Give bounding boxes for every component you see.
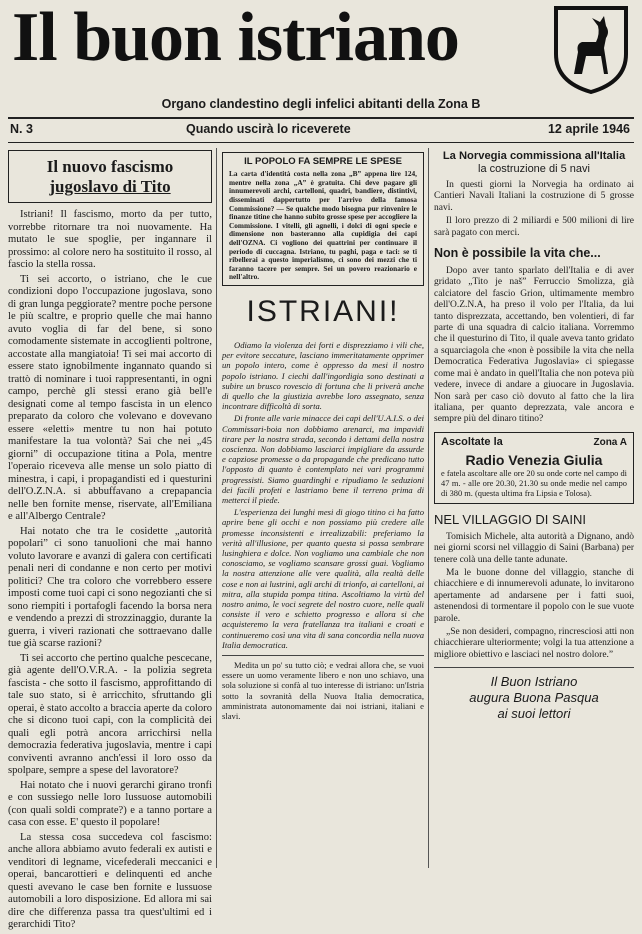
paragraph: Dopo aver tanto sparlato dell'Italia e di aver gridato „Tito je naš” Ferruccio Smolizza, già calciatore del fascio Grion, ultimamente membro dell'O.Z.N.A, ha preso il volo per l'Italia, da lui tanto disprezzata, accettando, ben volentieri, di far parte di una squadra di calcio italiana. Vorremmo che il questurino di Tito, il quale aveva tanto gridato a squarciagola che «non è possibile la vita che nella Democratica Federativa Jugoslavia» ci spiegasse come mai è andato in quell'Italia che non poteva più vedere, invece di andare a giuocare in Jugoslavia. Non sarà per caso ciò dovuto al fatto che la lira italiana, per quanto deprezzata, vale ancora e sempre più del dinaro titino? (434, 266, 634, 425)
subtitle: Organo clandestino degli infelici abitanti della Zona B (161, 97, 481, 111)
radio-box (434, 432, 634, 504)
norvegia-headline: La Norvegia commissiona all'Italia (442, 150, 626, 162)
release-note: Quando uscirà lo riceverete (186, 122, 351, 136)
dateline (8, 120, 634, 140)
divider (222, 655, 424, 656)
box-popolo-spese (222, 152, 424, 286)
headline-line-1: Il nuovo fascismo (46, 157, 174, 176)
paragraph: Ti sei accorto che pertino qualche pescecane, già agente dell'O.V.R.A. - la polizia segreta fascista - che sotto il fascismo, approfittando di tale suo stato, si è arricchito, sfruttando gli operai, è stato accolto a braccia aperte da coloro che si dicono tuoi capi, con la complicità dei quali egli potrà ancora arricchirsi nella democrazia federativa jugoslavia, mentre i capi conviventi avranno anch'essi il loro osso da spolpare, sempre a spese del lavoratore? (8, 652, 212, 776)
radio-label: Ascoltate la (441, 435, 503, 448)
column-istriani (222, 152, 424, 723)
norvegia-subheadline: la costruzione di 5 navi (478, 163, 590, 175)
paragraph: Di fronte alle varie minacce dei capi dell'U.A.I.S. o dei Commissari-boia non dobbiamo arenarci, ma impavidi tirare per la nostra strada, secondo i dettami della nostra coscienza. Non dobbiamo lasciarci impigliare da assurde e capziose promesse o da propagande che predicano tutto l'opposto di quanto è contemplato nei vari programmi progressisti. Siamo guardinghi e ripudiamo le seduzioni dei facili profeti e lastriamo bene il terreno prima di metterci il piede. (222, 413, 424, 505)
radio-zone: Zona A (593, 436, 627, 448)
box-text: La carta d'identità costa nella zona „B” appena lire 124, mentre nella zona „A” è gratuita. Chi deve pagare gli innumerevoli archi, cartelloni, quadri, bandiere, distintivi, disseminati dappertutto per l'arrivo della famosa Commissione? — Se qualche modo bisogna pur rinvenire le finanze titine che hanno subito grosse spese per accogliere la Commissione. I vitelli, gli agnelli, i dolci di ogni specie e dimensione non basteranno alla cupidigia dei capi dell'OZNA. Ci vogliono dei quattrini per continuare il periodo di cuccagna. Istriano, tu paghi, paga e taci: se ti ribellerai a questo imperialismo, ci sono dei mezzi che ti faranno tacere per sempre. Sei un povero reazionario e nell'altro. (229, 169, 417, 282)
divider (434, 667, 634, 668)
paragraph: Il loro prezzo di 2 miliardi e 500 milioni di lire sarà pagato con merci. (434, 216, 634, 238)
issue-date: 12 aprile 1946 (547, 122, 630, 136)
column-divider (428, 148, 429, 868)
saini-headline: NEL VILLAGGIO DI SAINI (434, 511, 586, 527)
paragraph: Ma le buone donne del villaggio, stanche di chiacchiere e di innumerevoli adunate, lo invitarono apertamente ad andarsene per i fatti suoi, astenendosi di tormentare il popolo con le sue vuote parole. (434, 567, 634, 624)
easter-line-2: augura Buona Pasqua (469, 690, 599, 706)
newspaper-title: Il buon istriano (12, 0, 459, 76)
box-title: IL POPOLO FA SEMPRE LE SPESE (244, 156, 402, 167)
paragraph: Tomisich Michele, alta autorità a Dignano, andò nei giorni scorsi nel villaggio di Saini (Barbana) per tenere colà una delle tante adunate. (434, 531, 634, 565)
column-news (434, 150, 634, 722)
headline-box (8, 150, 212, 203)
column-fascismo (8, 150, 212, 934)
paragraph: Odiamo la violenza dei forti e disprezziamo i vili che, per evitore seccature, lasciano immeritatamente opprimer un popolo intero, come è oppresso da mesi il nostro popolo istriano. I ciechi dall'ingordigia sono destinati a subire un brusco rovescio di fortuna che li priverà anche di quello che la giustizia avrebbe loro assegnato, senza incontrare difficoltà di sorta. (222, 339, 424, 412)
paragraph: Ti sei accorto, o istriano, che le cue condizioni dopo l'occupazione jugoslava, sono di gran lunga peggiorate? mentre poche persone le più scaltre, e proprio quelle che mai hanno avuto voglia di far del bene, si sono comodamente sistemate in accoglienti poltrone, accostate alla mangiatoia! Ti sei mai accorto di essere stato ignobilmente ingannato quando si trattò di nominare i tuoi rappresentanti, in ogni campo, perchè gli stessi erano già bell'e designati come al tempo fascista in un elenco preparato da coloro che volevano e dovevano essere «eletti» mentre tu non hai potuto manifestare la tua volontà? Sai che nei „45 giorni” di occupazione titina a Pola, mentre l'operaio riceveva alle mense un solo piatto di minestra, i capi, i propagandisti ed i questurini dell'O.Z.N.A. si abbuffavano a crepapancia nelle ben fornite mense, riservate, all'Emiliana e all'Albergo Centrale? (8, 273, 212, 522)
easter-greeting (434, 674, 634, 722)
masthead (8, 2, 634, 114)
paragraph: Medita un po' su tutto ciò; e vedrai allora che, se vuoi essere un uomo veramente libero e non uno schiavo, una sola soluzione si confà al tuo interesse di istriano: un'Istria sotto la sovranità della Nuova Italia democratica, amministrata autonomamente dai noi istriani, italiani e slavi. (222, 660, 424, 722)
easter-line-1: Il Buon Istriano (490, 674, 578, 690)
issue-number: N. 3 (10, 122, 33, 136)
headline-istriani: ISTRIANI! (246, 294, 400, 328)
paragraph: Hai notato che i nuovi gerarchi girano tronfi e con sussiego nelle loro lussuose automobili (con quali soldi comprate?) e a tanno portare a casa con esse. E' questo il popolare! (8, 779, 212, 828)
paragraph: La stessa cosa succedeva col fascismo: anche allora abbiamo avuto federali ex autisti e venditori di legname, vicefederali meccanici e operai, bancarottieri e delinquenti ed anche questi avevano le case ben fornite e lussuose automobili a loro disposizione. Ed allora mi sai dire che differenza passa tra quest'ultimi ed i gerarchidi Tito? (8, 831, 212, 930)
paragraph: Hai notato che tra le cosidette „autorità popolari” ci sono tanuolioni che mai hanno voluto lavorare e avanzi di galera con certificati penali neri di condanne e non certo per motivi politici? Che tra coloro che vorrebbero essere imposti come tuoi capi ci sono negozianti che si sono riempiti i portafogli facendo la borsa nera e vendendo a prezzi di strozzinaggio, durante la guerra, i viveri razionati che sottraevano dalle tue già scarse razioni? (8, 525, 212, 649)
masthead-rule (8, 117, 634, 119)
headline-line-2: jugoslavo di Tito (49, 177, 171, 196)
paragraph: Istriani! Il fascismo, morto da per tutto, vorrebbe ritornare tra noi nuovamente. Ha mutato le sue spoglie, per ingannare il prossimo: al colore nero ha sostituito il rosso, al fascio la stella rossa. (8, 209, 212, 270)
paragraph: L'esperienza dei lunghi mesi di giogo titino ci ha fatto aprire bene gli occhi e non possiamo più credere alle promesse inconsistenti e irrealizzabili: preferiamo la verità all'illusione, per quanto questa si possa sembrare lusinghiera e dolce. Non vogliamo una cambiale che non conosciamo, se vogliamo scansare grossi guai. Vogliamo la nostra attenzione alle vere qualità, alla realtà delle cose e non ai lustrini, agli archi di trionfo, ai cartelloni, ai mitra, alla stupida pompa titina. Ascoltiamo la virtù del nostro animo, le voci segrete del nostro cuore, nelle quali consiste il vero e schietto progresso e allora si che acquisteremo la vera fratellanza tra italiani e croati e continueremo così una vita di sana concordia nella nuova Italia democratica. (222, 507, 424, 650)
paragraph: „Se non desideri, compagno, rincresciosi atti non chiacchierare ulteriormente; volgi la tua attenzione a migliore obiettivo e lasciaci nel nostro dolore.” (434, 626, 634, 660)
paragraph: In questi giorni la Norvegia ha ordinato ai Cantieri Navali Italiani la costruzione di 5 grosse navi. (434, 180, 634, 213)
radio-text: e fatela ascoltare alle ore 20 su onde corte nel campo di 47 m. - alle ore 20.30, 21.30 su onde medie nel campo di 380 m. (questa ultima fra Lipsia e Tolosa). (441, 468, 627, 498)
vita-headline: Non è possibile la vita che... (434, 246, 601, 261)
radio-name: Radio Venezia Giulia (465, 451, 603, 468)
istriani-body (222, 340, 424, 650)
radio-box-header (441, 437, 627, 451)
easter-line-3: ai suoi lettori (497, 706, 571, 722)
goat-shield-emblem-icon (552, 4, 630, 94)
column-divider (216, 148, 217, 868)
dateline-rule (8, 142, 634, 143)
